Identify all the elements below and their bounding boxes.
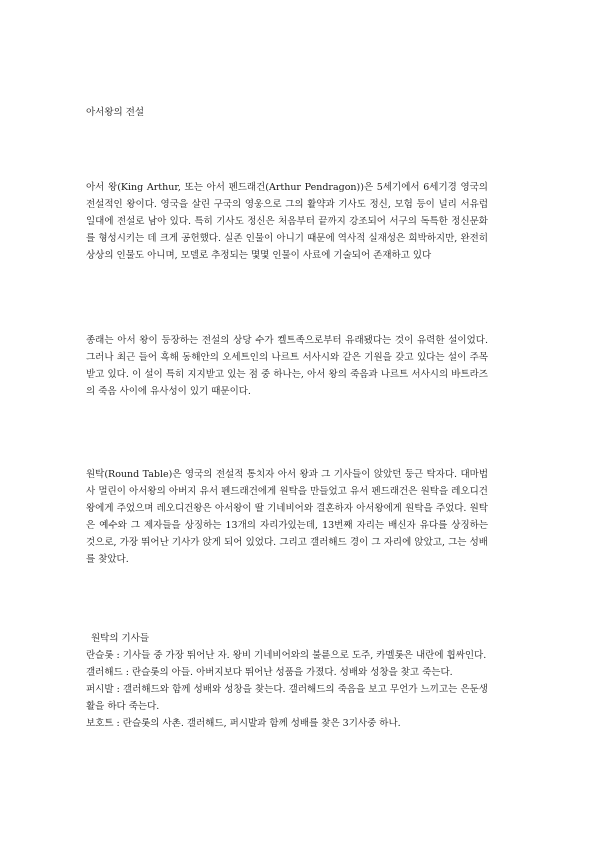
paragraph-arthur-intro: 아서 왕(King Arthur, 또는 아서 펜드래건(Arthur Pendragon))은 5세기에서 6세기경 영국의 전설적인 왕이다. 영국을 살린 구국의 영웅으로 그의 활약과 기사도 정신, 모험 등이 널리 서유럽 일대에 전설로 남아 있다. 특히 기사도 정신은 처음부터 끝까지 강조되어 서구의 독특한 정신문화를 형성시키는 데 크게 공헌했다. 실존 인물이 아니기 때문에 역사적 실재성은 희박하지만, 완전히 상상의 인물도 아니며, 모델로 추정되는 몇몇 인물이 사료에 기술되어 존재하고 있다 bbox=[86, 182, 488, 261]
document-title: 아서왕의 전설 bbox=[86, 107, 145, 118]
knight-item-galahad: 갤러해드 : 란슬롯의 아들. 아버지보다 뛰어난 성품을 가졌다. 성배와 성창을 찾고 죽는다. bbox=[86, 667, 453, 678]
knight-item-bors: 보호트 : 란슬롯의 사촌. 갤러해드, 퍼시발과 함께 성배를 찾은 3기사중 하나. bbox=[86, 718, 401, 729]
knights-heading: 원탁의 기사들 bbox=[91, 633, 150, 644]
knight-list bbox=[86, 647, 488, 732]
paragraph-round-table: 원탁(Round Table)은 영국의 전설적 통치자 아서 왕과 그 기사들이 앉았던 둥근 탁자다. 대마법사 멀린이 아서왕의 아버지 유서 펜드래건에게 원탁을 만들었고 유서 펜드래건은 원탁을 레오디건왕에게 주었으며 레오디건왕은 아서왕이 딸 기네비어와 결혼하자 아서왕에게 원탁을 주었다. 원탁은 예수와 그 제자들을 상징하는 13개의 자리가있는데, 13번째 자리는 배신자 유다를 상징하는 것으로, 가장 뛰어난 기사가 앉게 되어 있었다. 그리고 갤러해드 경이 그 자리에 앉았고, 그는 성배를 찾았다. bbox=[86, 469, 488, 565]
knights-section bbox=[86, 630, 488, 732]
paragraph-legend-origin: 종래는 아서 왕이 등장하는 전설의 상당 수가 켈트족으로부터 유래됐다는 것이 유력한 설이었다. 그러나 최근 들어 흑해 동해안의 오세트인의 나르트 서사시와 같은 기원을 갖고 있다는 설이 주목받고 있다. 이 설이 특히 지지받고 있는 점 중 하나는, 아서 왕의 죽음과 나르트 서사시의 바트라즈의 죽음 사이에 유사성이 있기 때문이다. bbox=[86, 335, 488, 397]
knight-item-lancelot: 란슬롯 : 기사들 중 가장 뛰어난 자. 왕비 기네비어와의 불륜으로 도주, 카멜롯은 내란에 휩싸인다. bbox=[86, 650, 487, 661]
knight-item-percival: 퍼시발 : 갤러해드와 함께 성배와 성창을 찾는다. 갤러해드의 죽음을 보고 무언가 느끼고는 은둔생활을 하다 죽는다. bbox=[86, 684, 488, 712]
